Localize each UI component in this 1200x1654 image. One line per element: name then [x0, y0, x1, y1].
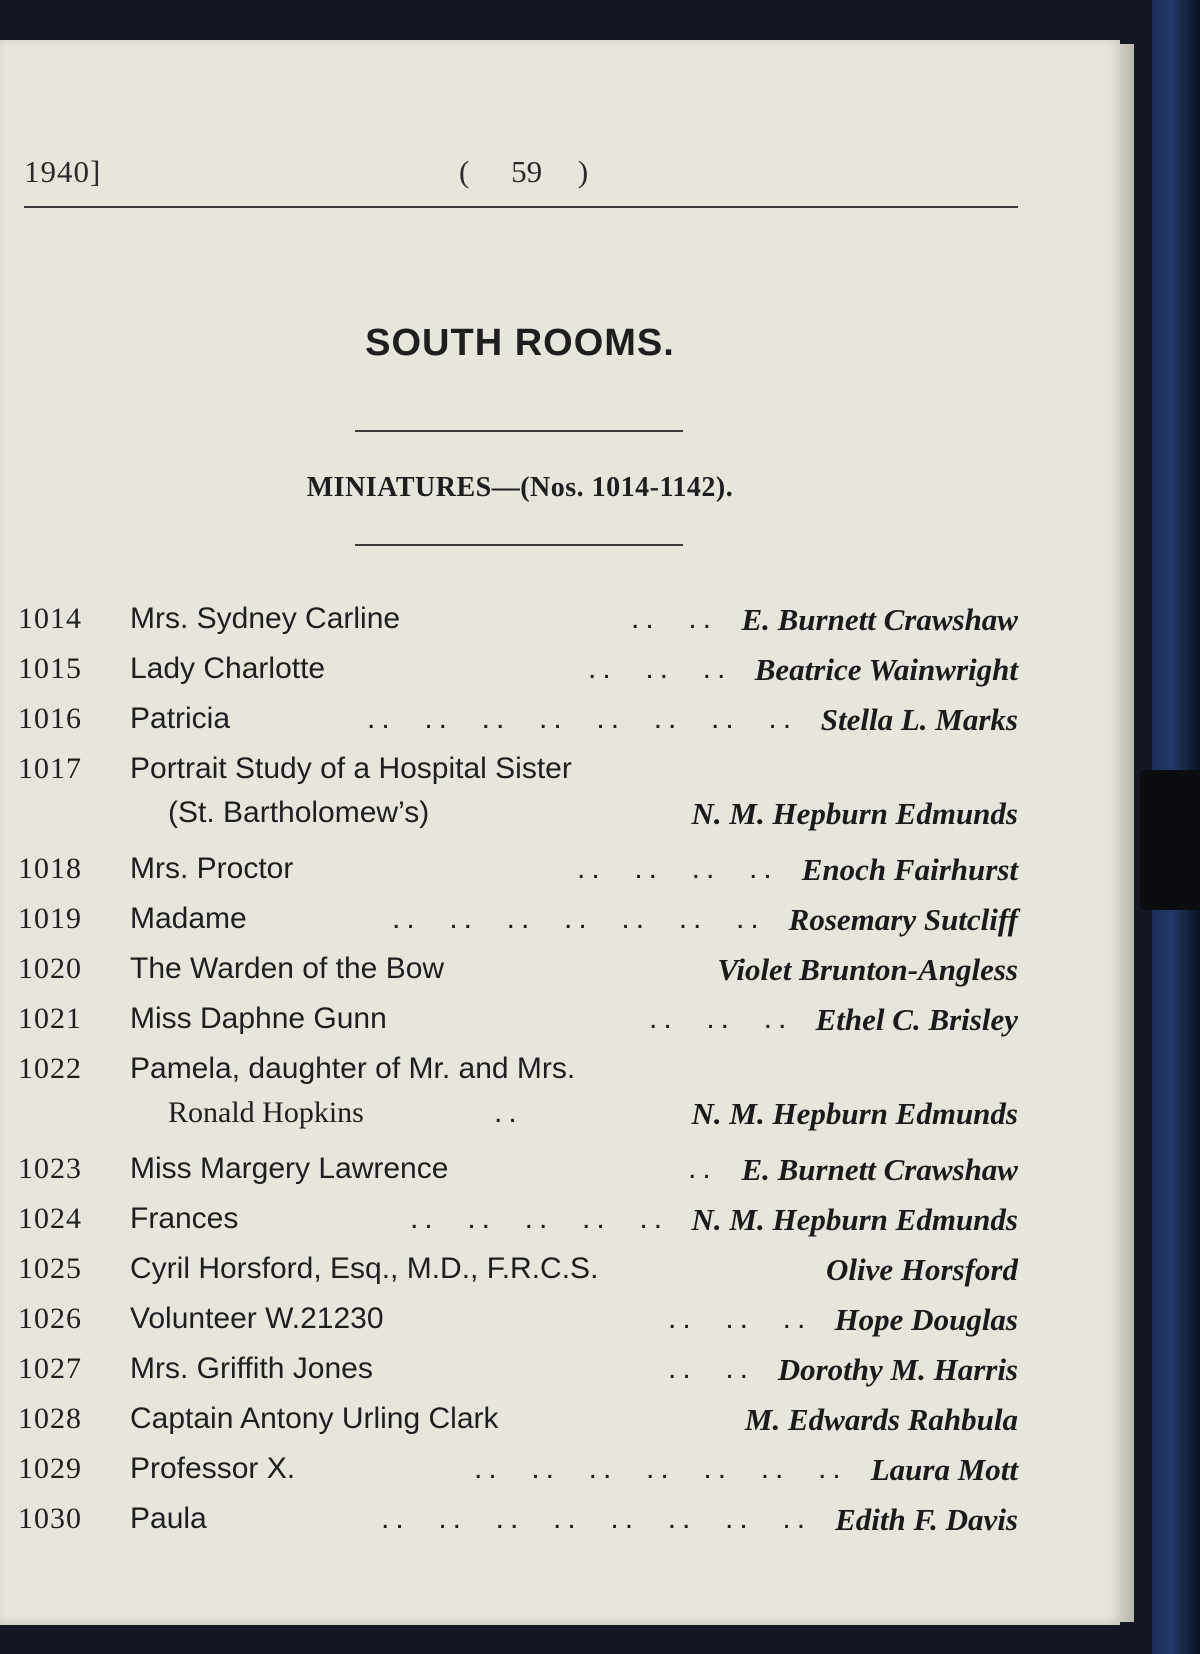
- entry-line: [18, 1446, 1018, 1496]
- entry-number: 1020: [18, 952, 82, 985]
- entry-artist: Laura Mott: [870, 1452, 1018, 1487]
- page-tab: [1140, 770, 1200, 910]
- catalogue-entry: [18, 896, 1018, 946]
- entry-line: [18, 996, 1018, 1046]
- catalogue-entry: [18, 996, 1018, 1046]
- subtitle-rule: [355, 544, 683, 546]
- entry-title: Patricia: [130, 702, 231, 735]
- entry-leader-dots: .. .. ..: [668, 1302, 812, 1335]
- section-subtitle: MINIATURES—(Nos. 1014-1142).: [306, 472, 734, 503]
- catalogue-entry: [18, 1346, 1018, 1396]
- catalogue-entry: [18, 1046, 1018, 1146]
- section-title: SOUTH ROOMS.: [365, 322, 675, 364]
- entry-line: [18, 696, 1018, 746]
- entry-title: Pamela, daughter of Mr. and Mrs.: [130, 1052, 576, 1085]
- catalogue-entry: [18, 846, 1018, 896]
- entry-artist: Violet Brunton-Angless: [717, 952, 1018, 987]
- entry-leader-dots: .. .. .. .. .. .. ..: [474, 1452, 847, 1485]
- entry-title: Paula: [130, 1502, 207, 1535]
- entry-artist: Edith F. Davis: [835, 1502, 1018, 1537]
- entry-title: Miss Daphne Gunn: [130, 1002, 387, 1035]
- entry-title: Volunteer W.21230: [130, 1302, 384, 1335]
- entry-line: [18, 646, 1018, 696]
- entry-title: Mrs. Proctor: [130, 852, 294, 885]
- entry-leader-dots: .. .. .. ..: [577, 852, 778, 885]
- catalogue-entry: [18, 646, 1018, 696]
- entry-title: Mrs. Sydney Carline: [130, 602, 401, 635]
- catalogue-entry: [18, 1496, 1018, 1546]
- entry-number: 1018: [18, 852, 82, 885]
- entry-artist: Enoch Fairhurst: [801, 852, 1018, 887]
- entry-number: 1016: [18, 702, 82, 735]
- entry-number: 1015: [18, 652, 82, 685]
- catalogue-entry: [18, 1246, 1018, 1296]
- catalogue-entry: [18, 596, 1018, 646]
- entry-number: 1028: [18, 1402, 82, 1435]
- entry-number: 1014: [18, 602, 82, 635]
- entry-leader-dots: .. .. .. .. ..: [410, 1202, 669, 1235]
- entry-title: Captain Antony Urling Clark: [130, 1402, 499, 1435]
- entry-title: The Warden of the Bow: [130, 952, 445, 985]
- entry-artist: E. Burnett Crawshaw: [741, 1152, 1018, 1187]
- entry-artist: Ethel C. Brisley: [815, 1002, 1018, 1037]
- entry-list: [18, 596, 1018, 1546]
- entry-leader-dots: .. .. ..: [588, 652, 732, 685]
- entry-number: 1021: [18, 1002, 82, 1035]
- entry-line: [18, 946, 1018, 996]
- entry-title: Miss Margery Lawrence: [130, 1152, 449, 1185]
- entry-title-continuation: Ronald Hopkins: [168, 1096, 364, 1129]
- entry-artist: Dorothy M. Harris: [777, 1352, 1018, 1387]
- page-open-paren: (: [459, 154, 470, 189]
- entry-artist: Rosemary Sutcliff: [788, 902, 1018, 937]
- catalogue-entry: [18, 1446, 1018, 1496]
- entry-line: [18, 1246, 1018, 1296]
- page-number: 59: [511, 154, 543, 189]
- entry-leader-dots: .. .. .. .. .. .. .. ..: [367, 702, 798, 735]
- entry-line: [18, 596, 1018, 646]
- entry-leader-dots: .. ..: [668, 1352, 755, 1385]
- entry-artist: Beatrice Wainwright: [754, 652, 1018, 687]
- entry-line: [18, 1346, 1018, 1396]
- catalogue-entry: [18, 946, 1018, 996]
- entry-title: Madame: [130, 902, 247, 935]
- entry-number: 1019: [18, 902, 82, 935]
- entry-title: Mrs. Griffith Jones: [130, 1352, 373, 1385]
- header-page-number: [459, 154, 588, 190]
- entry-continuation-line: [18, 796, 1018, 846]
- entry-line: [18, 1396, 1018, 1446]
- entry-number: 1030: [18, 1502, 82, 1535]
- page-edge: [1120, 44, 1134, 1622]
- catalogue-entry: [18, 1296, 1018, 1346]
- entry-line: [18, 1146, 1018, 1196]
- entry-leader-dots: .. .. ..: [649, 1002, 793, 1035]
- running-header: [24, 118, 1018, 189]
- entry-title: Lady Charlotte: [130, 652, 326, 685]
- entry-line: [18, 896, 1018, 946]
- entry-artist: Stella L. Marks: [820, 702, 1018, 737]
- entry-title: Portrait Study of a Hospital Sister: [130, 752, 572, 785]
- header-year: 1940]: [24, 154, 102, 189]
- entry-title: Cyril Horsford, Esq., M.D., F.R.C.S.: [130, 1252, 599, 1285]
- entry-number: 1026: [18, 1302, 82, 1335]
- catalogue-entry: [18, 1196, 1018, 1246]
- entry-line: [18, 846, 1018, 896]
- entry-artist: N. M. Hepburn Edmunds: [691, 1096, 1018, 1131]
- entry-number: 1027: [18, 1352, 82, 1385]
- title-rule: [355, 430, 683, 432]
- entry-artist: N. M. Hepburn Edmunds: [691, 1202, 1018, 1237]
- entry-leader-dots: .. .. .. .. .. .. .. ..: [381, 1502, 812, 1535]
- entry-leader-dots: .. .. .. .. .. .. ..: [392, 902, 765, 935]
- entry-line: [18, 1496, 1018, 1546]
- header-rule: [24, 206, 1018, 208]
- entry-line: [18, 1046, 1018, 1096]
- entry-leader-dots: .. ..: [631, 602, 718, 635]
- catalogue-entry: [18, 1146, 1018, 1196]
- catalogue-entry: [18, 696, 1018, 746]
- entry-number: 1025: [18, 1252, 82, 1285]
- entry-number: 1022: [18, 1052, 82, 1085]
- entry-line: [18, 1296, 1018, 1346]
- entry-line: [18, 746, 1018, 796]
- entry-artist: M. Edwards Rahbula: [744, 1402, 1018, 1437]
- entry-artist: N. M. Hepburn Edmunds: [691, 796, 1018, 831]
- entry-number: 1017: [18, 752, 82, 785]
- entry-number: 1024: [18, 1202, 82, 1235]
- catalogue-entry: [18, 746, 1018, 846]
- entry-artist: E. Burnett Crawshaw: [741, 602, 1018, 637]
- entry-number: 1029: [18, 1452, 82, 1485]
- entry-leader-dots: ..: [494, 1096, 523, 1129]
- page-close-paren: ): [577, 154, 589, 189]
- entry-artist: Hope Douglas: [834, 1302, 1018, 1337]
- entry-continuation-line: [18, 1096, 1018, 1146]
- entry-title: Professor X.: [130, 1452, 296, 1485]
- entry-title-continuation: (St. Bartholomew’s): [168, 796, 430, 829]
- entry-line: [18, 1196, 1018, 1246]
- entry-leader-dots: ..: [688, 1152, 717, 1185]
- catalogue-entry: [18, 1396, 1018, 1446]
- entry-artist: Olive Horsford: [825, 1252, 1018, 1287]
- entry-number: 1023: [18, 1152, 82, 1185]
- entry-title: Frances: [130, 1202, 239, 1235]
